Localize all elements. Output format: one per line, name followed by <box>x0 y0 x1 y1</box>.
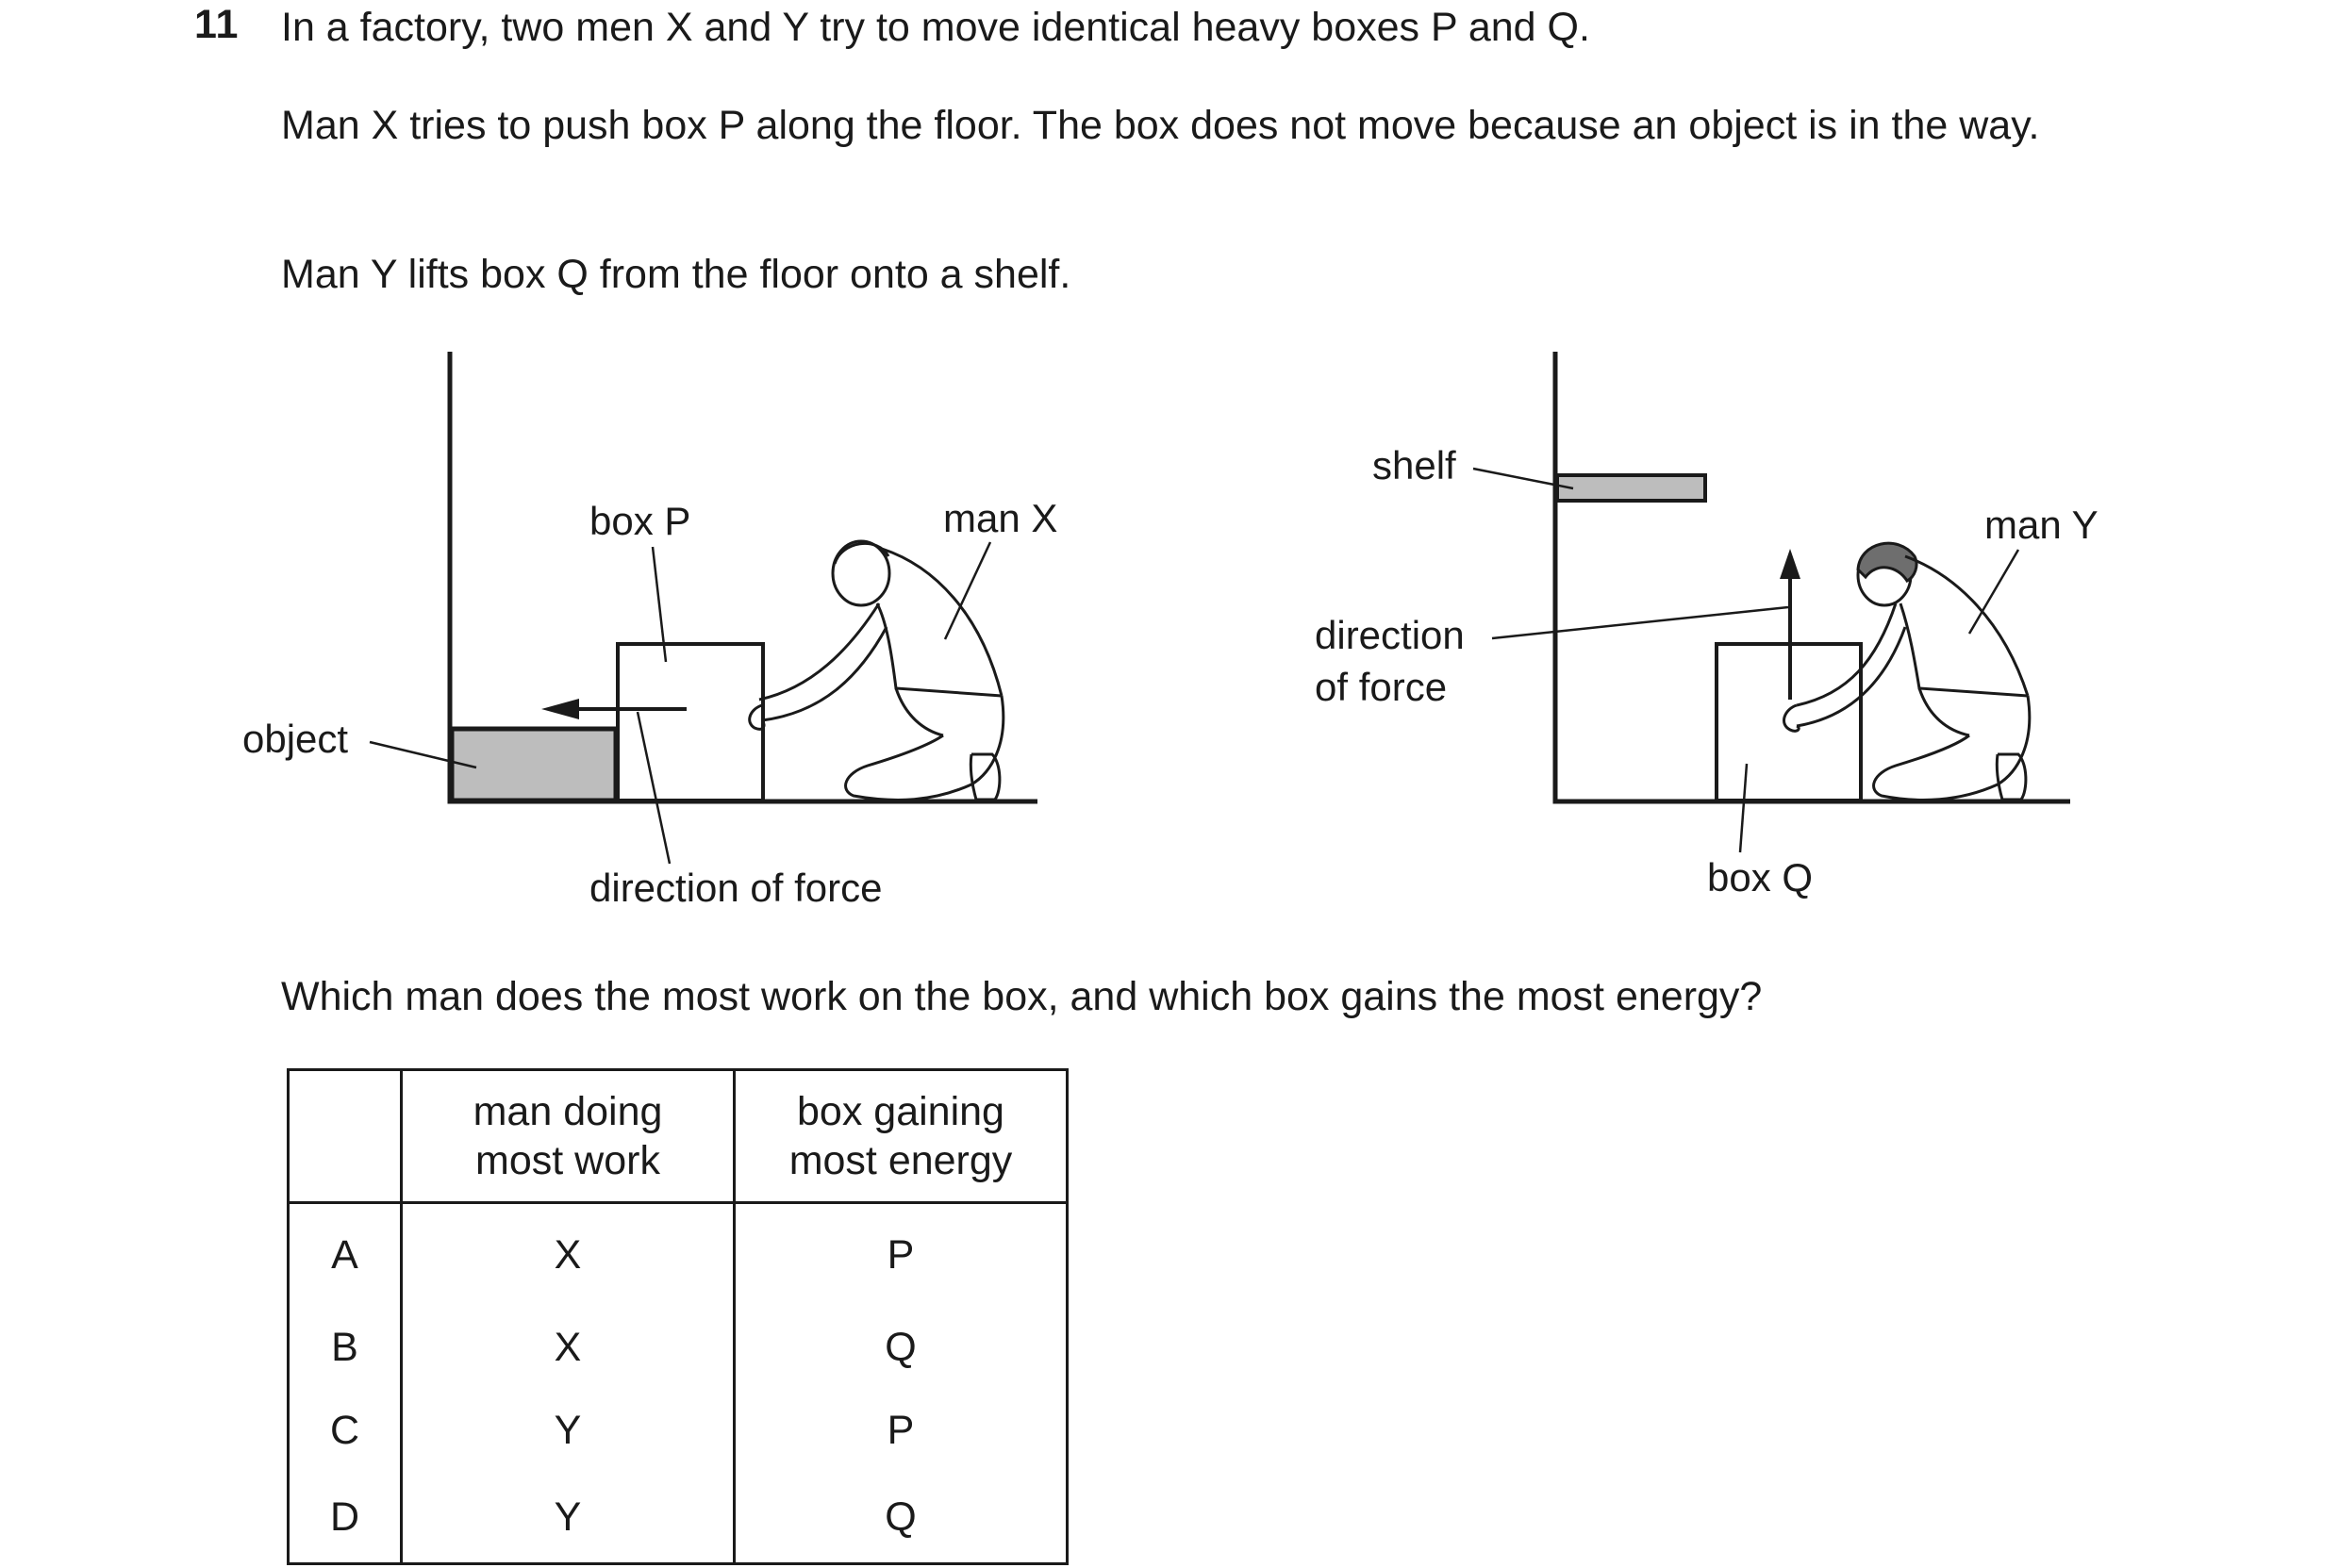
label-man-x: man X <box>943 496 1058 540</box>
force-arrowhead-up <box>1780 549 1800 579</box>
question-number: 11 <box>194 2 240 47</box>
force-arrowhead-left <box>541 699 579 719</box>
label-object: object <box>242 717 349 761</box>
label-shelf: shelf <box>1372 443 1456 487</box>
object-block <box>452 729 616 801</box>
option-man: X <box>402 1203 735 1307</box>
option-letter: C <box>289 1389 402 1472</box>
option-letter: D <box>289 1472 402 1564</box>
header-box-gaining-most-energy <box>735 1070 1068 1203</box>
header-box-line2: most energy <box>788 1138 1013 1183</box>
answer-row-c[interactable] <box>289 1389 1068 1472</box>
header-man-line1: man doing <box>473 1089 663 1134</box>
shelf <box>1557 475 1705 501</box>
option-box: Q <box>735 1472 1068 1564</box>
answer-row-d[interactable] <box>289 1472 1068 1564</box>
header-box-line1: box gaining <box>797 1089 1004 1134</box>
statement-man-x: Man X tries to push box P along the floor. The box does not move because an object is in the way. <box>281 103 2040 148</box>
option-letter: B <box>289 1306 402 1389</box>
header-man-line2: most work <box>475 1138 660 1183</box>
label-force-left: direction of force <box>589 866 883 910</box>
option-box: Q <box>735 1306 1068 1389</box>
leader-man-y <box>1969 550 2018 634</box>
option-man: X <box>402 1306 735 1389</box>
header-option-blank <box>289 1070 402 1203</box>
leader-man-x <box>945 542 990 639</box>
label-force-right-2: of force <box>1315 665 1448 709</box>
option-box: P <box>735 1203 1068 1307</box>
option-box: P <box>735 1389 1068 1472</box>
question-intro: In a factory, two men X and Y try to move identical heavy boxes P and Q. <box>281 5 1590 50</box>
question-prompt: Which man does the most work on the box, and which box gains the most energy? <box>281 974 1763 1019</box>
header-man-doing-most-work <box>402 1070 735 1203</box>
leader-force-right <box>1492 607 1788 638</box>
man-x-figure <box>750 541 1004 800</box>
statement-man-y: Man Y lifts box Q from the floor onto a shelf. <box>281 252 1071 297</box>
right-diagram <box>1315 352 2098 900</box>
option-letter: A <box>289 1203 402 1307</box>
answer-table-header <box>289 1070 1068 1203</box>
option-man: Y <box>402 1389 735 1472</box>
label-box-p: box P <box>589 499 691 543</box>
label-box-q: box Q <box>1707 855 1814 900</box>
label-man-y: man Y <box>1984 503 2098 547</box>
answer-table <box>287 1068 1069 1565</box>
option-man: Y <box>402 1472 735 1564</box>
answer-row-a[interactable] <box>289 1203 1068 1307</box>
left-diagram <box>242 352 1057 910</box>
label-force-right-1: direction <box>1315 613 1465 657</box>
answer-row-b[interactable] <box>289 1306 1068 1389</box>
